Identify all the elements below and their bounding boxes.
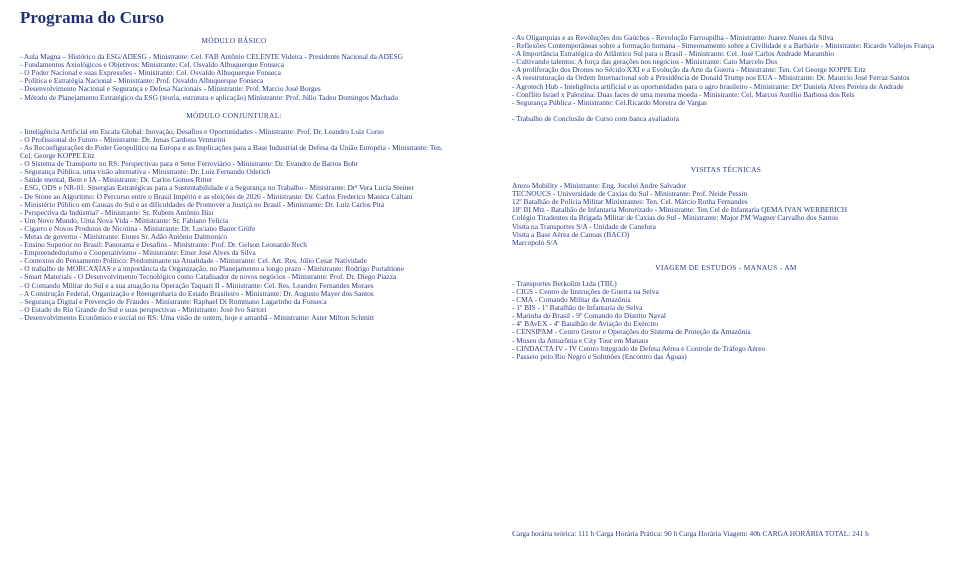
list-item: - Um Novo Mundo, Uma Nova Vida - Ministrante: Sr. Fabiano Felicia [20,215,229,225]
section-title-basico: MÓDULO BÁSICO [201,36,267,45]
list-item: - ESG, ODS e NR-01: Sinergias Estratégicas para a Sustentabilidade e a Segurança no Trabalho - Ministrante: Drª Vera Lucia Steiner [20,183,414,193]
list-item: - As Oligarquias e as Revoluções dos Gaúchos - Revolução Farroupilha - Ministrante: Juarez Nunes da Silva [512,33,834,42]
list-item: - Saúde mental, Bem e IA - Ministrante: Dr. Carlos Gomes Ritter [20,175,213,185]
list-item: - O Estado do Rio Grande do Sul e suas perspectivas - Ministrante: José Ivo Sartori [20,304,267,314]
list-item: - O trabalho de MORCAXIAS e a importância da Organização, no Planejamento a longo prazo - Ministrante: Rodrigo Portaltione [20,264,404,274]
list-item: - CENSIPAM - Centro Gestor e Operações do Sistema de Proteção da Amazônia [512,327,751,337]
list-item: - Marinha do Brasil - 9º Comando do Distrito Naval [512,311,666,321]
basico-list [20,53,448,102]
list-item: - O Sistema de Transporte no RS: Perspectivas para o Setor Ferroviário - Ministrante: Dr. Evandro de Barros Bohr [20,159,359,169]
list-item: - A proliferação dos Drones no Século XXI e a Evolução da Arte da Guerra - Ministrante: Ten. Cel George KOPPE Eitz [512,65,866,75]
list-item: - O Comando Militar do Sul e a sua atuação na Operação Taquari II - Ministrante: Cel. Res. Leandro Fernandes Moraes [20,280,374,290]
list-item: - Contextos do Pensamento Político: Predominante na Atualidade - Ministrante: Cel. Art. Res. Júlio Cesar Natividade [20,256,367,266]
list-item: Marcopolo S/A [512,237,558,247]
list-item: - Museu da Amazônia e City Tour em Manaus [512,335,649,345]
list-item: Visita a Base Aérea de Canoas (BACO) [512,229,630,239]
list-item: - Perspectiva da Indústria? - Ministrante: Sr. Rubem Antônio Bisi [20,207,214,217]
list-item: - Trabalho de Conclusão de Curso com banca avaliadora [512,113,680,123]
list-item: - Segurança Pública - Ministrante: Cel.Ricardo Moreira de Vargas [512,97,707,107]
list-item: - O Poder Nacional e suas Expressões - Ministrante: Cel. Osvaldo Albuquerque Fonseca [20,68,281,78]
list-item: - De Stone ao Algoritmo: O Percurso entre o Brasil Império e as eleições de 2026 - Ministrante: Dr. Carlos Frederico Manica Caltani [20,191,413,201]
list-item: - Empreendedorismo e Cooperativismo - Ministrante: Emer José Alves da Silva [20,248,256,258]
list-item: - CIGS - Centro de Instruções de Guerra na Selva [512,286,659,296]
list-item: Arezo Mobility - Ministrante: Eng. Jocelei Andre Salvador [512,181,687,191]
conjuntural-list [20,128,448,322]
list-item: - Método de Planejamento Estratégico da ESG (teoria, estrutura e aplicação) Ministrante: Prof. Júlio Tadeu Domingos Machado [20,92,399,102]
list-item: 12º Batalhão de Polícia Militar Ministrantes: Ten. Cel. Márcio Rotha Fernandes [512,197,748,207]
right-column [512,34,940,361]
section-title-conjuntural: MÓDULO CONJUNTURAL: [186,110,282,120]
list-item: Visita na Transportes S/A - Unidade de Canelura [512,221,656,231]
list-item: - Ministério Público em Causas do Sul e as dificuldades de Promover a Justiça no Brasil - Ministrante: Dr. Luiz Carlos Pitá [20,199,385,209]
list-item: - CMA - Comando Militar da Amazônia [512,295,631,305]
list-item: - Política e Estratégia Nacional - Ministrante: Prof. Osvaldo Albuquerque Fonseca [20,76,264,86]
page-title: Programa do Curso [20,8,165,27]
workload-summary: Carga horária teórica: 111 h Carga Horária Prática: 90 h Carga Horária Viagem: 40h CARGA HORÁRIA TOTAL: 241 h [512,529,869,538]
list-item: - Reflexões Contemporâneas sobre a formação humana - Simeonamento sobre a Civilidade e a Barbárie - Ministrante: Ricardo Vallejos França [512,41,935,51]
list-item: - Fundamentos Axiológicos e Objetivos: Ministrante: Cel. Osvaldo Albuquerque Fonseca [20,60,284,70]
list-item: - Passeio pelo Rio Negro e Solimões (Encontro das Águas) [512,351,687,361]
list-item: - Transportes Berkolim Ltda (TBL) [512,278,617,288]
viagem-list [512,280,940,361]
list-item: 18º BI Mtz - Batalhão de Infantaria Motorizado - Ministrante: Ten Cel de Infantaria QEMA IVAN WERBERICH [512,205,848,215]
list-item: - Desenvolvimento Econômico e social no RS: Uma visão de ontem, hoje e amanhã - Ministrante: Aster Milton Schmitt [20,312,375,322]
list-item: - A Importância Estratégica do Atlântico Sul para o Brasil - Ministrante: Cel. José Carlos Andrade Marambio [512,49,835,59]
list-item: TECNOUCS - Universidade de Caxias do Sul - Ministrante: Prof. Neide Pessin [512,189,748,199]
list-item: - Desenvolvimento Nacional e Segurança e Defesa Nacionais - Ministrante: Prof. Marcio José Borges [20,84,321,94]
list-item: - Ensino Superior no Brasil: Panorama e Desafios - Ministrante: Prof. Dr. Gelson Leonardo Rech [20,240,307,250]
list-item: - Inteligência Artificial em Escala Global: Inovação, Desafios e Oportunidades - Ministrante: Prof. Dr. Leandro Luiz Corso [20,126,384,136]
list-item: Colégio Tiradentes da Brigada Militar de Caxias do Sul - Ministrante: Major PM Wagner Carvalho dos Santos [512,213,839,223]
list-item: - 4º BAvEX - 4º Batalhão de Aviação do Exército [512,319,659,329]
list-item: - Agrotech Hub - Inteligência artificial e as oportunidades para o agro brasileiro - Ministrante: Drª Daniela Alves Pereira de Andrade [512,81,904,91]
left-column [20,34,448,322]
list-item: - Smart Materials - O Desenvolvimento Tecnológico como Catalisador de novos negócios - Ministrante: Prof. Dr. Diego Piazza [20,272,397,282]
list-item: - CINDACTA IV - IV Centro Integrado de Defesa Aérea e Controle de Tráfego Aéreo [512,343,766,353]
section-title-viagem: VIAGEM DE ESTUDOS - MANAUS - AM [655,262,797,272]
conjuntural-list-continued [512,34,940,123]
visitas-list [512,182,940,247]
list-item: - Cultivando talentos: A força das gerações nos negócios - Ministrante: Caio Marcelo Dos [512,57,778,67]
list-item: - 1º BIS - 1º Batalhão de Infantaria de Selva [512,303,643,313]
list-item: - O Profissional do Futuro - Ministrante: Dr. Jonas Cardona Venturini [20,134,226,144]
list-item: - As Reconfigurações do Poder Geopolítico na Europa e as Implicações para a Base Industrial de Defesa da União Européia - Ministrante: Ten. Cel. George KOPPE Eitz [20,142,443,161]
list-item: - Segurança Digital e Prevenção de Fraudes - Ministrante: Raphael Di Rommano Lagarinho da Fonseca [20,296,327,306]
list-item: - Conflito Israel x Palestina: Duas faces de uma mesma moeda - Ministrante: Cel. Marcos Aurélio Barbosa dos Reis [512,89,855,99]
list-item: - A Construção Federal, Organização e Reengenharia do Estado Brasileiro - Ministrante: Dr. Augusto Mayer dos Santos [20,288,374,298]
list-item: - Segurança Pública, uma visão alternativa - Ministrante: Dr. Luiz Fernando Oderich [20,167,271,177]
list-item: - Metas de governo - Ministrante: Ennes Sr. Adão Antônio Dalmonico [20,231,228,241]
list-item: - Aula Magna – Histórico da ESG/ADESG - Ministrante: Cel. FAB Antônio CELENTE Videira - Presidente Nacional da ADESG [20,52,403,62]
list-item: - Cigarro e Novos Produtos de Nicotina - Ministrante: Dr. Luciano Bauer Grüfe [20,223,256,233]
list-item: - A reestruturação da Ordem Internacional sob a Presidência de Donald Trump nos EUA - Ministrante: Dr. Maurcio José Ferraz Santos [512,73,910,83]
section-title-visitas: VISITAS TÉCNICAS [690,164,762,174]
